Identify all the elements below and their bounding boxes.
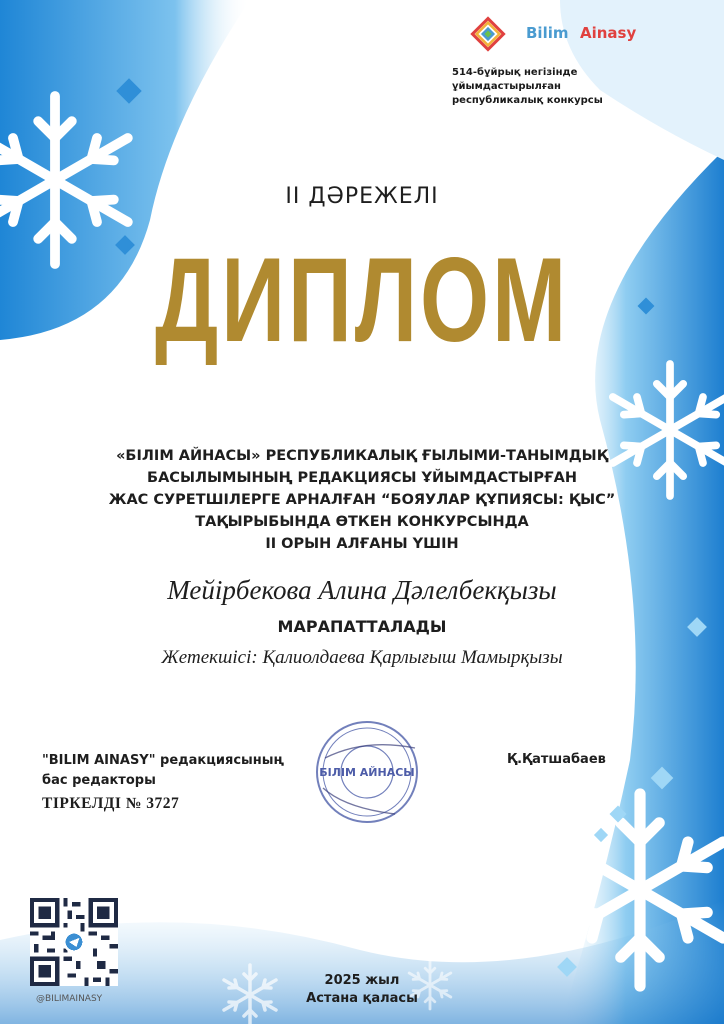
stamp-text: БІЛІМ АЙНАСЫ (319, 766, 415, 779)
supervisor-name: Жетекшісі: Қалиолдаева Қарлығыш Мамырқызы (161, 647, 563, 668)
awarded-label: МАРАПАТТАЛАДЫ (277, 617, 447, 636)
order-note-line: республикалық конкурсы (452, 95, 603, 106)
logo-text-bilim: Bilim (526, 24, 569, 42)
description-line: «БІЛІМ АЙНАСЫ» РЕСПУБЛИКАЛЫҚ ҒЫЛЫМИ-ТАНЫМДЫҚ (116, 448, 608, 464)
issue-year: 2025 жыл (324, 973, 400, 988)
logo-text-ainasy: Ainasy (580, 24, 637, 42)
description-line: ТАҚЫРЫБЫНДА ӨТКЕН КОНКУРСЫНДА (195, 514, 529, 530)
degree-label: ІІ ДӘРЕЖЕЛІ (285, 184, 439, 209)
description-line: ІІ ОРЫН АЛҒАНЫ ҮШІН (265, 536, 459, 552)
signer-name: Қ.Қатшабаев (507, 752, 606, 767)
brand-logo (470, 14, 660, 54)
logo-mark-icon (470, 16, 506, 52)
recipient-name: Мейірбекова Алина Дәлелбекқызы (167, 575, 557, 605)
description-line: ЖАС СУРЕТШІЛЕРГЕ АРНАЛҒАН “БОЯУЛАР ҚҰПИЯСЫ: ҚЫС” (108, 492, 616, 508)
editor-line: "BILIM AINASY" редакциясының (42, 753, 285, 768)
award-description (60, 445, 664, 555)
description-line: БАСЫЛЫМЫНЫҢ РЕДАКЦИЯСЫ ҰЙЫМДАСТЫРҒАН (147, 470, 577, 486)
qr-code[interactable] (30, 898, 118, 986)
footer (300, 972, 424, 1008)
diploma-title: ДИПЛОМ (154, 233, 570, 367)
registration-number: ТІРКЕЛДІ № 3727 (42, 795, 180, 812)
order-note (452, 66, 652, 108)
official-stamp (305, 718, 425, 828)
order-note-line: 514-бұйрық негізінде ұйымдастырылған (452, 67, 578, 92)
editor-line: бас редакторы (42, 773, 156, 788)
editor-title (42, 751, 284, 791)
social-handle: @BILIMAINASY (36, 994, 103, 1004)
issue-city: Астана қаласы (306, 991, 418, 1006)
